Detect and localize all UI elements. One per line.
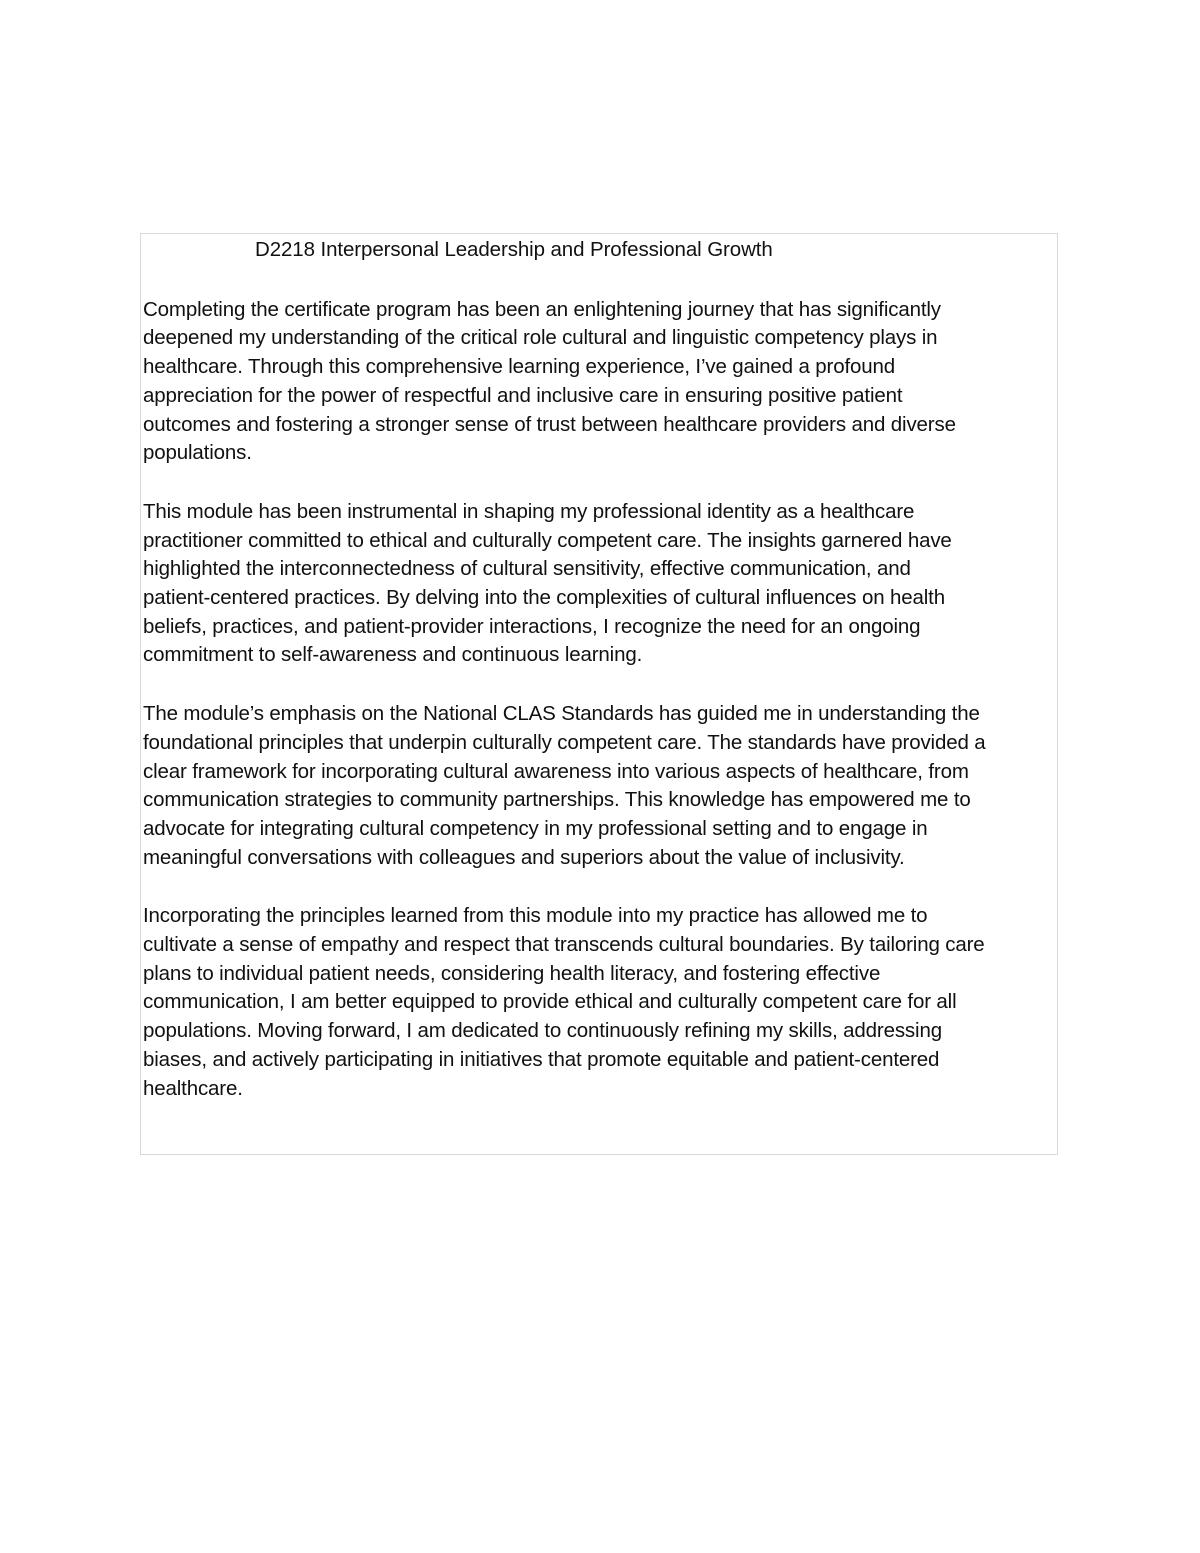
paragraph-line: advocate for integrating cultural competency in my professional setting and to engage in bbox=[143, 816, 928, 840]
paragraph-line: appreciation for the power of respectful and inclusive care in ensuring positive patient bbox=[143, 383, 903, 407]
paragraph-4 bbox=[143, 902, 1057, 1103]
paragraph-line: foundational principles that underpin culturally competent care. The standards have provided a bbox=[143, 730, 986, 754]
paragraph-line: practitioner committed to ethical and culturally competent care. The insights garnered have bbox=[143, 528, 952, 552]
paragraph-line: biases, and actively participating in initiatives that promote equitable and patient-centered bbox=[143, 1047, 940, 1071]
paragraph-line: beliefs, practices, and patient-provider interactions, I recognize the need for an ongoing bbox=[143, 614, 921, 638]
paragraph-line: communication strategies to community partnerships. This knowledge has empowered me to bbox=[143, 788, 971, 812]
paragraph-line: patient-centered practices. By delving into the complexities of cultural influences on health bbox=[143, 586, 945, 610]
paragraph-3 bbox=[143, 700, 1057, 872]
paragraph-line: meaningful conversations with colleagues and superiors about the value of inclusivity. bbox=[143, 845, 905, 869]
paragraph-line: Incorporating the principles learned from this module into my practice has allowed me to bbox=[143, 904, 928, 928]
paragraph-line: deepened my understanding of the critical role cultural and linguistic competency plays in bbox=[143, 326, 938, 350]
paragraph-line: communication, I am better equipped to provide ethical and culturally competent care for all bbox=[143, 990, 957, 1014]
paragraph-2 bbox=[143, 498, 1057, 670]
paragraph-line: plans to individual patient needs, considering health literacy, and fostering effective bbox=[143, 961, 881, 985]
paragraph-line: outcomes and fostering a stronger sense of trust between healthcare providers and diverse bbox=[143, 412, 956, 436]
paragraph-line: populations. bbox=[143, 441, 252, 465]
text-box bbox=[140, 233, 1058, 1155]
paragraph-line: clear framework for incorporating cultural awareness into various aspects of healthcare, from bbox=[143, 759, 969, 783]
paragraph-line: The module’s emphasis on the National CLAS Standards has guided me in understanding the bbox=[143, 702, 980, 726]
paragraph-line: This module has been instrumental in shaping my professional identity as a healthcare bbox=[143, 499, 915, 523]
paragraph-line: highlighted the interconnectedness of cultural sensitivity, effective communication, and bbox=[143, 557, 911, 581]
document-title: D2218 Interpersonal Leadership and Professional Growth bbox=[255, 238, 773, 261]
paragraph-1 bbox=[143, 296, 1057, 468]
paragraph-line: healthcare. Through this comprehensive learning experience, I’ve gained a profound bbox=[143, 355, 896, 379]
paragraph-line: Completing the certificate program has been an enlightening journey that has significantly bbox=[143, 297, 941, 321]
paragraph-line: commitment to self-awareness and continuous learning. bbox=[143, 643, 643, 667]
paragraph-line: populations. Moving forward, I am dedicated to continuously refining my skills, addressing bbox=[143, 1019, 942, 1043]
paragraph-line: cultivate a sense of empathy and respect that transcends cultural boundaries. By tailoring care bbox=[143, 933, 985, 957]
paragraph-line: healthcare. bbox=[143, 1076, 243, 1100]
